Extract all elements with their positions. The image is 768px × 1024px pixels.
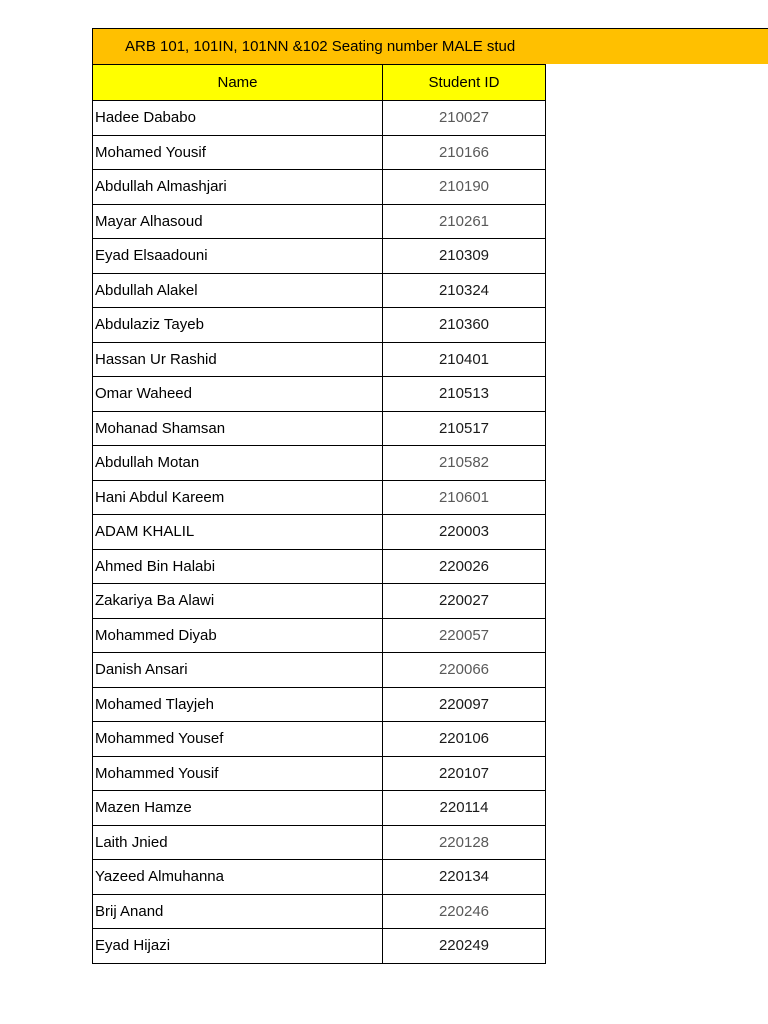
student-id-cell: 220107 bbox=[383, 756, 546, 791]
table-row bbox=[93, 308, 546, 343]
student-table bbox=[92, 64, 546, 964]
table-row bbox=[93, 653, 546, 688]
student-id-cell: 210027 bbox=[383, 101, 546, 136]
student-id-column-header: Student ID bbox=[383, 65, 546, 101]
student-id-cell: 220249 bbox=[383, 929, 546, 964]
student-name-cell: Mazen Hamze bbox=[93, 791, 383, 826]
table-row bbox=[93, 377, 546, 412]
student-name-cell: Yazeed Almuhanna bbox=[93, 860, 383, 895]
student-id-cell: 220026 bbox=[383, 549, 546, 584]
student-name-cell: Brij Anand bbox=[93, 894, 383, 929]
student-name-cell: Abdulaziz Tayeb bbox=[93, 308, 383, 343]
table-body bbox=[93, 101, 546, 964]
table-row bbox=[93, 204, 546, 239]
table-row bbox=[93, 480, 546, 515]
table-row bbox=[93, 929, 546, 964]
student-id-cell: 210582 bbox=[383, 446, 546, 481]
student-name-cell: Eyad Elsaadouni bbox=[93, 239, 383, 274]
student-id-cell: 210324 bbox=[383, 273, 546, 308]
table-row bbox=[93, 239, 546, 274]
seating-sheet bbox=[92, 28, 768, 964]
student-id-cell: 220027 bbox=[383, 584, 546, 619]
table-row bbox=[93, 860, 546, 895]
student-id-cell: 220106 bbox=[383, 722, 546, 757]
student-id-cell: 220134 bbox=[383, 860, 546, 895]
table-row bbox=[93, 756, 546, 791]
table-row bbox=[93, 101, 546, 136]
student-name-cell: Hassan Ur Rashid bbox=[93, 342, 383, 377]
table-row bbox=[93, 170, 546, 205]
student-id-cell: 210309 bbox=[383, 239, 546, 274]
student-id-cell: 210401 bbox=[383, 342, 546, 377]
student-name-cell: Ahmed Bin Halabi bbox=[93, 549, 383, 584]
table-row bbox=[93, 791, 546, 826]
student-id-cell: 220057 bbox=[383, 618, 546, 653]
table-row bbox=[93, 273, 546, 308]
student-name-cell: Abdullah Motan bbox=[93, 446, 383, 481]
student-id-cell: 220066 bbox=[383, 653, 546, 688]
student-name-cell: Mayar Alhasoud bbox=[93, 204, 383, 239]
student-id-cell: 210513 bbox=[383, 377, 546, 412]
student-name-cell: Mohanad Shamsan bbox=[93, 411, 383, 446]
student-name-cell: Mohammed Yousef bbox=[93, 722, 383, 757]
student-name-cell: Zakariya Ba Alawi bbox=[93, 584, 383, 619]
student-name-cell: Hani Abdul Kareem bbox=[93, 480, 383, 515]
student-name-cell: Mohammed Diyab bbox=[93, 618, 383, 653]
header-row bbox=[93, 65, 546, 101]
student-id-cell: 210517 bbox=[383, 411, 546, 446]
student-name-cell: Mohamed Yousif bbox=[93, 135, 383, 170]
student-id-cell: 210601 bbox=[383, 480, 546, 515]
table-row bbox=[93, 825, 546, 860]
table-row bbox=[93, 342, 546, 377]
student-id-cell: 210261 bbox=[383, 204, 546, 239]
student-name-cell: Omar Waheed bbox=[93, 377, 383, 412]
student-id-cell: 220003 bbox=[383, 515, 546, 550]
table-row bbox=[93, 515, 546, 550]
student-name-cell: Eyad Hijazi bbox=[93, 929, 383, 964]
student-id-cell: 210190 bbox=[383, 170, 546, 205]
table-row bbox=[93, 894, 546, 929]
table-row bbox=[93, 411, 546, 446]
table-row bbox=[93, 618, 546, 653]
sheet-title: ARB 101, 101IN, 101NN &102 Seating number MALE stud bbox=[125, 38, 516, 55]
student-name-cell: Laith Jnied bbox=[93, 825, 383, 860]
student-id-cell: 220128 bbox=[383, 825, 546, 860]
student-name-cell: ADAM KHALIL bbox=[93, 515, 383, 550]
student-name-cell: Hadee Dababo bbox=[93, 101, 383, 136]
table-row bbox=[93, 722, 546, 757]
table-row bbox=[93, 549, 546, 584]
table-row bbox=[93, 687, 546, 722]
student-id-cell: 220246 bbox=[383, 894, 546, 929]
name-column-header: Name bbox=[93, 65, 383, 101]
student-id-cell: 210166 bbox=[383, 135, 546, 170]
student-name-cell: Abdullah Almashjari bbox=[93, 170, 383, 205]
table-row bbox=[93, 135, 546, 170]
student-name-cell: Mohammed Yousif bbox=[93, 756, 383, 791]
title-row bbox=[92, 28, 768, 64]
student-name-cell: Danish Ansari bbox=[93, 653, 383, 688]
student-name-cell: Mohamed Tlayjeh bbox=[93, 687, 383, 722]
student-id-cell: 220114 bbox=[383, 791, 546, 826]
student-name-cell: Abdullah Alakel bbox=[93, 273, 383, 308]
student-id-cell: 210360 bbox=[383, 308, 546, 343]
student-id-cell: 220097 bbox=[383, 687, 546, 722]
table-row bbox=[93, 584, 546, 619]
table-row bbox=[93, 446, 546, 481]
